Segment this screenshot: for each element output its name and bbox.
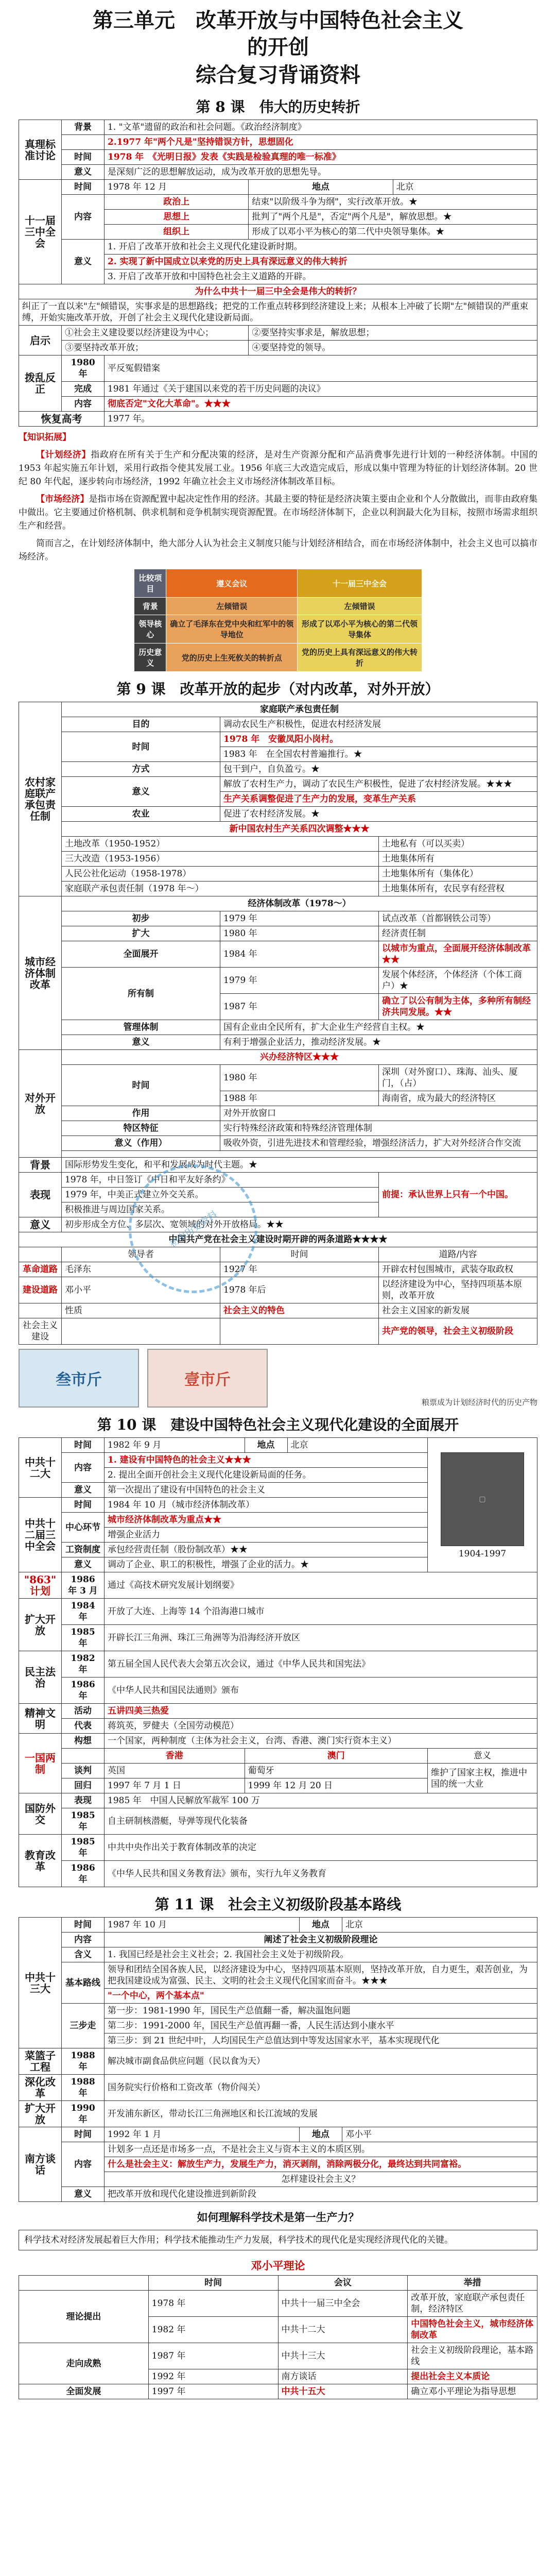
row-label: 时间 <box>62 1918 105 1933</box>
row-label: 意义（作用） <box>62 1136 220 1151</box>
row-value: 2.1977 年"两个凡是"坚持错误方针，思想固化 <box>105 135 537 150</box>
lesson-11-title: 第 11 课 社会主义初级阶段基本路线 <box>154 1896 402 1913</box>
meaning-item: 1. 开启了改革开放和社会主义现代化建设新时期。 <box>105 240 537 255</box>
cell: 土地集体所有，农民享有经营权 <box>379 882 537 896</box>
section-label: 拨乱反正 <box>19 355 62 412</box>
row-label: 1986 年 3 月 <box>62 1572 105 1599</box>
cell: 以经济建设为中心，坚持四项基本原则，改革开放 <box>379 1277 537 1303</box>
cmp-header: 比较项目 <box>134 569 166 598</box>
row-value: 1981 年通过《关于建国以来党的若干历史问题的决议》 <box>105 382 537 397</box>
row-label: 时间 <box>62 1438 105 1453</box>
cell: 吸收外资，引进先进技术和管理经验，增强经济活力，扩大对外经济合作交流 <box>220 1136 537 1151</box>
row-label: 1985 年 <box>62 1625 105 1651</box>
ration-ticket: 壹市斤 <box>147 1349 268 1408</box>
cell: 家庭联产承包责任制（1978 年～） <box>62 882 379 896</box>
section-label: 中共十二大 <box>19 1438 62 1498</box>
row-label: 作用 <box>62 1106 220 1121</box>
cell: 开放了大连、上海等 14 个沿海港口城市 <box>105 1599 537 1625</box>
cell: 国有企业由全民所有，扩大企业生产经营自主权。★ <box>220 1020 537 1035</box>
cell: 维护了国家主权，推进中国的统一大业 <box>428 1764 537 1793</box>
cell: 1987 年 <box>220 994 379 1020</box>
row-label: 目的 <box>62 717 220 732</box>
cmp-header: 十一届三中全会 <box>298 569 422 598</box>
row-label: 1985 年 <box>62 1808 105 1835</box>
cell: 1978 年 <box>148 2291 278 2317</box>
keyword-text: 科学技术对经济发展起着巨大作用；科学技术能推动生产力发展，科学技术的现代化是实现经济现代化的关键。 <box>19 2230 537 2250</box>
section-label: 中共十二届三中全会 <box>19 1498 62 1572</box>
cell: 改革开放，家庭联产承包责任制，经济特区 <box>408 2291 537 2317</box>
cell: 举措 <box>408 2276 537 2291</box>
cell: 自主研制核潜艇，导弹等现代化装备 <box>105 1808 537 1835</box>
cell: 澳门 <box>245 1749 428 1764</box>
row-label: 1988 年 <box>62 2075 105 2101</box>
lesson-10-title: 第 10 课 建设中国特色社会主义现代化建设的全面展开 <box>97 1416 459 1433</box>
cell: 通过《高技术研究发展计划纲要》 <box>105 1572 537 1599</box>
cell: 1987 年 <box>148 2343 278 2369</box>
row-label: 1990 年 <box>62 2101 105 2127</box>
row-label: 中心环节 <box>62 1513 105 1543</box>
cell: 阐述了社会主义初级阶段理论 <box>105 1933 537 1947</box>
row-value: 1. "文革"遗留的政治和社会问题。《政治经济制度》 <box>105 120 537 135</box>
keyword-heading: 如何理解科学技术是第一生产力？ <box>197 2211 359 2224</box>
cell: 时间 <box>148 2276 278 2291</box>
cell: 共产党的领导，社会主义初级阶段 <box>379 1318 537 1345</box>
row-value: 形成了以邓小平为核心的第二代中央领导集体。★ <box>249 225 537 240</box>
row-label: 含义 <box>62 1947 105 1962</box>
cell: 深圳（对外窗口）、珠海、汕头、厦门，（占） <box>379 1065 537 1091</box>
cell: 1984 年 10 月（城市经济体制改革） <box>105 1498 428 1513</box>
cell: 把改革开放和现代化建设推进到新阶段 <box>105 2187 537 2202</box>
cell: 英国 <box>105 1764 245 1778</box>
cell: 北京 <box>342 1918 537 1933</box>
section-label: 一国两制 <box>19 1734 62 1793</box>
row-label: 意义 <box>62 165 105 180</box>
lesson-10-table <box>19 1437 537 1887</box>
row-label: 地点 <box>300 1918 342 1933</box>
cell: 社会主义的特色 <box>220 1303 379 1318</box>
row-label: 代表 <box>62 1719 105 1734</box>
row-label: 工资制度 <box>62 1543 105 1557</box>
row-label: 意义 <box>62 2187 105 2202</box>
cmp-label: 背景 <box>134 598 166 615</box>
row-label: 管理体制 <box>62 1020 220 1035</box>
section-label: 对外开放 <box>19 1050 62 1158</box>
cell: 道路/内容 <box>379 1247 537 1262</box>
row-value: 1979 年，中美正式建立外交关系。 <box>62 1188 379 1202</box>
portrait-caption: 1904-1997 <box>458 1549 507 1559</box>
section-label: 扩大开放 <box>19 2101 62 2127</box>
cell: 怎样建设社会主义？ <box>105 2172 537 2187</box>
row-label: 意义 <box>19 1217 62 1232</box>
cell: 会议 <box>278 2276 408 2291</box>
enlight-item: ①社会主义建设要以经济建设为中心； <box>62 326 249 341</box>
restore-value: 1977 年。 <box>105 412 537 427</box>
cell: 中共十三大 <box>278 2343 408 2369</box>
section-label: 菜篮子工程 <box>19 2048 62 2075</box>
row-label: 时间 <box>62 1065 220 1106</box>
meaning-item: 3. 开启了改革开放和中国特色社会主义道路的开辟。 <box>105 269 537 284</box>
row-label: 初步 <box>62 911 220 926</box>
cell: 土地改革（1950-1952） <box>62 837 379 852</box>
row-label: 时间 <box>62 180 105 195</box>
section-label: 扩大开放 <box>19 1599 62 1651</box>
row-value: 结束"以阶级斗争为纲"，实行改革开放。★ <box>249 195 537 210</box>
cell: 一个国家，两种制度（主体为社会主义，台湾、香港、澳门实行资本主义） <box>105 1734 537 1749</box>
cell: 中国特色社会主义，城市经济体制改革 <box>408 2317 537 2343</box>
row-value: 1978 年 《光明日报》发表《实践是检验真理的唯一标准》 <box>105 150 537 165</box>
cell: "一个中心，两个基本点" <box>105 1989 537 2004</box>
row-label: 意义 <box>62 777 220 807</box>
enlight-item: ③要坚持改革开放； <box>62 341 249 355</box>
cell: 中共中央作出关于教育体制改革的决定 <box>105 1835 537 1861</box>
lesson-8-table: 真理标准讨论 背景 1. "文革"遗留的政治和社会问题。《政治经济制度》 2.1977 年"两个凡是"坚持错误方针，思想固化 时间 1978 年 《光明日报》发表《实践是检验真理的唯一标准》 意义 是深刻广泛的思想解放运动，成为改革开放的思想先导。 十一届三中全会 时间 1978 年 12 月 地点 北京 内容 政治上 结束"以阶级斗争为纲"，实行改革开放。★ 思想上 批判了"两个凡是"，否定"两个凡是"，解放思想。★ 组织上 形成了以邓小平为核心的第二代中央领导集体。★ 意义 1. 开启了改革开放和社会主义现代化建设新时期。 2. 实现了新中国成立以来党的历史上具有深远意义的伟大转折 3. 开启了改革开放和中国特色社会主义道路的开辟。 为什么中共十一届三中全会是伟大的转折？ 纠正了一直以来"左"倾错误，实事求是的思想路线；把党的工作重点转移到经济建设上来；从根本上冲破了长期"左"倾错误的严重束缚，开始实施改革开放，开创了社会主义现代化建设新局面。 启示 ①社会主义建设要以经济建设为中心； ②要坚持实事求是，解放思想； ③要坚持改革开放； ④要坚持党的领导。 拨乱反正 1980 年 平反冤假错案 完成 1981 年通过《关于建国以来党的若干历史问题的决议》 内容 彻底否定"文化大革命"。★★★ 恢复高考 1977 年。 <box>19 120 537 427</box>
cell: 1980 年 <box>220 1065 379 1091</box>
cell: 第一步：1981-1990 年，国民生产总值翻一番，解决温饱问题 <box>105 2004 537 2019</box>
cmp-cell: 左倾错误 <box>166 598 298 615</box>
cell: 时间 <box>220 1247 379 1262</box>
why-text: 纠正了一直以来"左"倾错误，实事求是的思想路线；把党的工作重点转移到经济建设上来；从根本上冲破了长期"左"倾错误的严重束缚，开始实施改革开放，开创了社会主义现代化建设新局面。 <box>19 299 537 326</box>
cell: 北京 <box>287 1438 428 1453</box>
lesson-9-title: 第 9 课 改革开放的起步（对内改革，对外开放） <box>116 681 440 698</box>
cell: 领导者 <box>62 1247 220 1262</box>
cell: 解决城市副食品供应问题（民以食为天） <box>105 2048 537 2075</box>
cell: 第二步：1991-2000 年，国民生产总值再翻一番，人民生活达到小康水平 <box>105 2019 537 2033</box>
row-label: 基本路线 <box>62 1962 105 2004</box>
portrait-photo: ▢ <box>441 1452 524 1546</box>
row-label: 思想上 <box>105 210 249 225</box>
row-label: 内容 <box>62 1933 105 1947</box>
cell: 计划多一点还是市场多一点，不是社会主义与资本主义的本质区别。 <box>105 2142 537 2157</box>
row-value: 促进了农村经济发展。★ <box>220 807 537 822</box>
cell: 社会主义建设 <box>19 1318 62 1345</box>
section-label: 真理标准讨论 <box>19 120 62 180</box>
row-label: 背景 <box>62 120 105 135</box>
section-label: 十一届三中全会 <box>19 180 62 284</box>
row-label: 1980 年 <box>62 355 105 382</box>
cell: 1984 年 <box>220 941 379 968</box>
cell: 革命道路 <box>19 1262 62 1277</box>
perf-result-text: 承认世界上只有一个中国。 <box>408 1190 513 1200</box>
cell: 确立了以公有制为主体，多种所有制经济共同发展。★★ <box>379 994 537 1020</box>
row-value: 国际形势发生变化，和平和发展成为时代主题。★ <box>62 1158 537 1173</box>
document-header <box>0 0 556 90</box>
cell: 1927 年 <box>220 1262 379 1277</box>
cell: 1980 年 <box>220 926 379 941</box>
cell <box>19 2276 149 2291</box>
section-label: 深化改革 <box>19 2075 62 2101</box>
row-value: 生产关系调整促进了生产力的发展，变革生产关系 <box>220 792 537 807</box>
cell: 中共十二大 <box>278 2317 408 2343</box>
row-label: 理论提出 <box>19 2291 149 2343</box>
section-label: 国防外交 <box>19 1793 62 1835</box>
row-value: 北京 <box>393 180 537 195</box>
cell: 增强企业活力 <box>105 1528 428 1543</box>
row-value: 1978 年 安徽凤阳小岗村。 <box>220 732 537 747</box>
cell: 南方谈话 <box>278 2369 408 2384</box>
row-label: 1985 年 <box>62 1835 105 1861</box>
cell: 有利于增强企业活力，推动经济发展。★ <box>220 1035 537 1050</box>
row-label: 时间 <box>62 150 105 165</box>
section-label: 精神文明 <box>19 1704 62 1734</box>
cell: 开辟长江三角洲、珠江三角洲等为沿海经济开放区 <box>105 1625 537 1651</box>
row-label: 谈判 <box>62 1764 105 1778</box>
section-label: 农村家庭联产承包责任制 <box>19 702 62 896</box>
cell <box>220 1318 379 1345</box>
row-label: 时间 <box>62 2127 105 2142</box>
cell: 人民公社化运动（1958-1978） <box>62 867 379 882</box>
row-label: 走向成熟 <box>19 2343 149 2384</box>
cell: 1992 年 <box>148 2369 278 2384</box>
sub-head: 中国共产党在社会主义建设时期开辟的两条道路★★★★ <box>19 1232 537 1247</box>
row-label: 1988 年 <box>62 2048 105 2075</box>
cell <box>19 1303 62 1318</box>
cell: 土地私有（可以买卖） <box>379 837 537 852</box>
cell: 2. 提出全面开创社会主义现代化建设新局面的任务。 <box>105 1468 428 1483</box>
row-label: 全面发展 <box>19 2384 149 2399</box>
cell: 国务院实行价格和工资改革（物价闯关） <box>105 2075 537 2101</box>
row-value: 初步形成全方位、多层次、宽领域的对外开放格局。★★ <box>62 1217 537 1232</box>
enlight-item: ④要坚持党的领导。 <box>249 341 537 355</box>
row-label: 组织上 <box>105 225 249 240</box>
cell: 1988 年 <box>220 1091 379 1106</box>
row-value: 1978 年，中日签订《中日和平友好条约》 <box>62 1173 379 1188</box>
cell: 海南省，成为最大的经济特区 <box>379 1091 537 1106</box>
row-label: 扩大 <box>62 926 220 941</box>
title-line-1: 第三单元 改革开放与中国特色社会主义 <box>93 8 463 32</box>
row-label: 方式 <box>62 762 220 777</box>
paragraph-text: 是指市场在资源配置中起决定性作用的经济。其最主要的特征是经济决策主要由企业和个人分散做出，而非由政府集中做出。它主要通过价格机制、供求机制和竞争机制实现资源配置。在市场经济体制下，企业以利润最大化为目标，按照市场需求组织生产和经营。 <box>19 494 538 531</box>
cell: 1979 年 <box>220 968 379 994</box>
lesson-11-table <box>19 1917 537 2202</box>
row-label: 全面展开 <box>62 941 220 968</box>
section-label: 南方谈话 <box>19 2127 62 2202</box>
cell: 五讲四美三热爱 <box>105 1704 537 1719</box>
row-label: 内容 <box>62 397 105 412</box>
section-label: 教育改革 <box>19 1835 62 1887</box>
notes-paragraph-1: 【计划经济】指政府在所有关于生产和分配决策的经济，是对生产资源分配和产品消费事先进行计划的一种经济体制。中国的 1953 年起实施五年计划，采用行政指令使其发展工业。1956 年底三大改造完成后，形成以集中管理为特征的计划经济体制。20 世纪 80 年代起，逐步转向市场经济，1992 年确立社会主义市场经济体制改革目标。 <box>19 450 538 487</box>
sub-head: 兴办经济特区★★★ <box>62 1050 537 1065</box>
keyword: 市场经济 <box>45 494 80 504</box>
keyword: 计划经济 <box>45 450 82 460</box>
row-label: 表现 <box>19 1173 62 1217</box>
row-value: 1978 年 12 月 <box>105 180 249 195</box>
row-label: 特区特征 <box>62 1121 220 1136</box>
cell: 1985 年 中国人民解放军裁军 100 万 <box>105 1793 537 1808</box>
cell: 1982 年 9 月 <box>105 1438 245 1453</box>
row-label: 时间 <box>62 732 220 762</box>
cell: 第五届全国人民代表大会第五次会议，通过《中华人民共和国宪法》 <box>105 1651 537 1677</box>
row-label: 1986 年 <box>62 1861 105 1887</box>
notes-paragraph-2: 【市场经济】是指市场在资源配置中起决定性作用的经济。其最主要的特征是经济决策主要由企业和个人分散做出，而非由政府集中做出。它主要通过价格机制、供求机制和竞争机制实现资源配置。在市场经济体制下，企业以利润最大化为目标，按照市场需求组织生产和经营。 <box>19 494 538 531</box>
row-label: 构想 <box>62 1734 105 1749</box>
section-label: 民主法治 <box>19 1651 62 1704</box>
cell: 发展个体经济，个体经济（个体工商户）★ <box>379 968 537 994</box>
row-value: 积极推进与周边国家关系。 <box>62 1202 379 1217</box>
cell: 葡萄牙 <box>245 1764 428 1778</box>
row-label: 内容 <box>62 2142 105 2187</box>
cell: 城市经济体制改革为重点★★ <box>105 1513 428 1528</box>
cell: 土地集体所有（集体化） <box>379 867 537 882</box>
row-value: 彻底否定"文化大革命"。★★★ <box>105 397 537 412</box>
row-label: 完成 <box>62 382 105 397</box>
cell: 1997 年 <box>148 2384 278 2399</box>
row-label: 1986 年 <box>62 1677 105 1704</box>
ration-tickets <box>19 1349 537 1408</box>
cell: 1978 年后 <box>220 1277 379 1303</box>
cell: 香港 <box>105 1749 245 1764</box>
row-label: 1982 年 <box>62 1651 105 1677</box>
cmp-cell: 确立了毛泽东在党中央和红军中的领导地位 <box>166 615 298 643</box>
perf-result-label: 前提 <box>382 1190 399 1200</box>
notes-label: 【知识拓展】 <box>19 432 71 443</box>
cell: 建设道路 <box>19 1277 62 1303</box>
perf-result: 前提：承认世界上只有一个中国。 <box>379 1173 537 1217</box>
cell: 经济责任制 <box>379 926 537 941</box>
cell: 三大改造（1953-1956） <box>62 852 379 867</box>
image-caption: 粮票成为计划经济时代的历史产物 <box>421 1398 537 1407</box>
row-label: 背景 <box>19 1158 62 1173</box>
cell: 土地集体所有 <box>379 852 537 867</box>
cell: 领导和团结全国各族人民，以经济建设为中心，坚持四项基本原则，坚持改革开放，自力更生，艰苦创业，为把我国建设成为富强、民主、文明的社会主义现代化国家而奋斗。★★★ <box>105 1962 537 1989</box>
cell: 中共十五大 <box>278 2384 408 2399</box>
row-value: 包干到户，自负盈亏。★ <box>220 762 537 777</box>
row-label: 表现 <box>62 1793 105 1808</box>
row-label: 地点 <box>300 2127 342 2142</box>
cell: 实行特殊经济政策和特殊经济管理体制 <box>220 1121 537 1136</box>
cell: 试点改革（首都钢铁公司等） <box>379 911 537 926</box>
row-value: 解放了农村生产力，调动了农民生产积极性，促进了农村经济发展。★★★ <box>220 777 537 792</box>
row-label: 内容 <box>62 1453 105 1483</box>
why-title: 为什么中共十一届三中全会是伟大的转折？ <box>19 284 537 299</box>
row-value: 是深刻广泛的思想解放运动，成为改革开放的思想先导。 <box>105 165 537 180</box>
row-label: 活动 <box>62 1704 105 1719</box>
row-label: 所有制 <box>62 968 220 1020</box>
enlight-label: 启示 <box>19 326 62 355</box>
cell: 意义 <box>428 1749 537 1764</box>
cell: 调动了企业、职工的积极性，增强了企业的活力。★ <box>105 1557 428 1572</box>
section-label: 中共十三大 <box>19 1918 62 2048</box>
sub-head: 新中国农村生产关系四次调整★★★ <box>62 822 537 837</box>
cell: 1987 年 10 月 <box>105 1918 300 1933</box>
ration-ticket: 叁市斤 <box>19 1349 139 1408</box>
row-label: 意义 <box>62 1483 105 1498</box>
cmp-label: 领导核心 <box>134 615 166 643</box>
enlight-item: ②要坚持实事求是，解放思想； <box>249 326 537 341</box>
cell: 确立邓小平理论为指导思想 <box>408 2384 537 2399</box>
title-line-2: 的开创 <box>247 35 309 59</box>
cell: 1. 我国已经是社会主义社会；2. 我国社会主义处于初级阶段。 <box>105 1947 537 1962</box>
cell: 1997 年 7 月 1 日 <box>105 1778 245 1793</box>
lesson-9-table <box>19 702 537 1345</box>
cell: 社会主义初级阶段理论，基本路线 <box>408 2343 537 2369</box>
cell: 第三步：到 21 世纪中叶，人均国民生产总值达到中等发达国家水平，基本实现现代化 <box>105 2033 537 2048</box>
lesson-8-title: 第 8 课 伟大的历史转折 <box>196 98 360 115</box>
row-label: 地点 <box>245 1438 287 1453</box>
cell: 1982 年 <box>148 2317 278 2343</box>
cell: 1992 年 1 月 <box>105 2127 300 2142</box>
cell: 提出社会主义本质论 <box>408 2369 537 2384</box>
cell: 邓小平 <box>342 2127 537 2142</box>
section-label: 城市经济体制改革 <box>19 896 62 1050</box>
cell: 承包经营责任制（股份制改革）★★ <box>105 1543 428 1557</box>
row-label: 回归 <box>62 1778 105 1793</box>
cmp-cell: 形成了以邓小平为核心的第二代领导集体 <box>298 615 422 643</box>
row-value: 1983 年 在全国农村普遍推行。★ <box>220 747 537 762</box>
theory-table <box>19 2275 537 2399</box>
row-value: 调动农民生产积极性，促进农村经济发展 <box>220 717 537 732</box>
cell <box>62 1318 220 1345</box>
comparison-table <box>134 569 422 672</box>
theory-heading: 邓小平理论 <box>251 2259 305 2272</box>
meaning-item: 2. 实现了新中国成立以来党的历史上具有深远意义的伟大转折 <box>105 255 537 269</box>
section-label: "863" 计划 <box>19 1572 62 1599</box>
cell: 1999 年 12 月 20 日 <box>245 1778 428 1793</box>
cell: 社会主义国家的新发展 <box>379 1303 537 1318</box>
sub-head: 家庭联产承包责任制 <box>62 702 537 717</box>
row-label: 农业 <box>62 807 220 822</box>
cmp-cell: 党的历史上具有深远意义的伟大转折 <box>298 643 422 672</box>
cell: 开辟农村包围城市，武装夺取政权 <box>379 1262 537 1277</box>
cmp-cell: 党的历史上生死攸关的转折点 <box>166 643 298 672</box>
cmp-label: 历史意义 <box>134 643 166 672</box>
cell: 1979 年 <box>220 911 379 926</box>
row-label: 地点 <box>249 180 393 195</box>
cell: 《中华人民共和国义务教育法》颁布，实行九年义务教育 <box>105 1861 537 1887</box>
row-value: 平反冤假错案 <box>105 355 537 382</box>
cmp-header: 遵义会议 <box>166 569 298 598</box>
cell <box>19 1247 62 1262</box>
row-label <box>62 1749 105 1764</box>
row-label: 时间 <box>62 1498 105 1513</box>
cell: 1. 建设有中国特色的社会主义★★★ <box>105 1453 428 1468</box>
cell: 性质 <box>62 1303 220 1318</box>
row-label: 意义 <box>62 1557 105 1572</box>
title-line-3: 综合复习背诵资料 <box>196 63 360 87</box>
paragraph-text: 指政府在所有关于生产和分配决策的经济，是对生产资源分配和产品消费事先进行计划的一种经济体制。中国的 1953 年起实施五年计划，采用行政指令使其发展工业。1956 年底三大改造完成后，形成以集中管理为特征的计划经济体制。20 世纪 80 年代起，逐步转向市场经济，1992 年确立社会主义市场经济体制改革目标。 <box>19 450 538 487</box>
cell: 第一次提出了建设有中国特色的社会主义 <box>105 1483 428 1498</box>
cmp-cell: 左倾错误 <box>298 598 422 615</box>
cell: 以城市为重点，全面展开经济体制改革★★ <box>379 941 537 968</box>
sub-head: 经济体制改革（1978～） <box>62 896 537 911</box>
cell: 中共十一届三中全会 <box>278 2291 408 2317</box>
restore-label: 恢复高考 <box>19 412 105 427</box>
cell: 开发浦东新区，带动长江三角洲地区和长江流域的发展 <box>105 2101 537 2127</box>
row-label: 1984 年 <box>62 1599 105 1625</box>
row-label: 政治上 <box>105 195 249 210</box>
watermark-stamp: 初中历史资料 <box>103 1139 283 1318</box>
cell: 什么是社会主义：解放生产力，发展生产力，消灭剥削，消除两极分化，最终达到共同富裕。 <box>105 2157 537 2172</box>
cell: 《中华人民共和国民法通则》颁布 <box>105 1677 537 1704</box>
portrait-cell <box>428 1438 537 1572</box>
cell: 蒋筑英，罗健夫（全国劳动模范） <box>105 1719 537 1734</box>
row-value: 批判了"两个凡是"，否定"两个凡是"，解放思想。★ <box>249 210 537 225</box>
row-label: 意义 <box>62 1035 220 1050</box>
notes-paragraph-3: 简而言之，在计划经济体制中，绝大部分人认为社会主义制度只能与计划经济相结合，而在市场经济体制中，社会主义也可以搞市场经济。 <box>19 538 537 562</box>
cell: 对外开放窗口 <box>220 1106 537 1121</box>
row-label: 三步走 <box>62 2004 105 2048</box>
cell: 毛泽东 <box>62 1262 220 1277</box>
cell: 邓小平 <box>62 1277 220 1303</box>
row-label <box>62 135 105 150</box>
